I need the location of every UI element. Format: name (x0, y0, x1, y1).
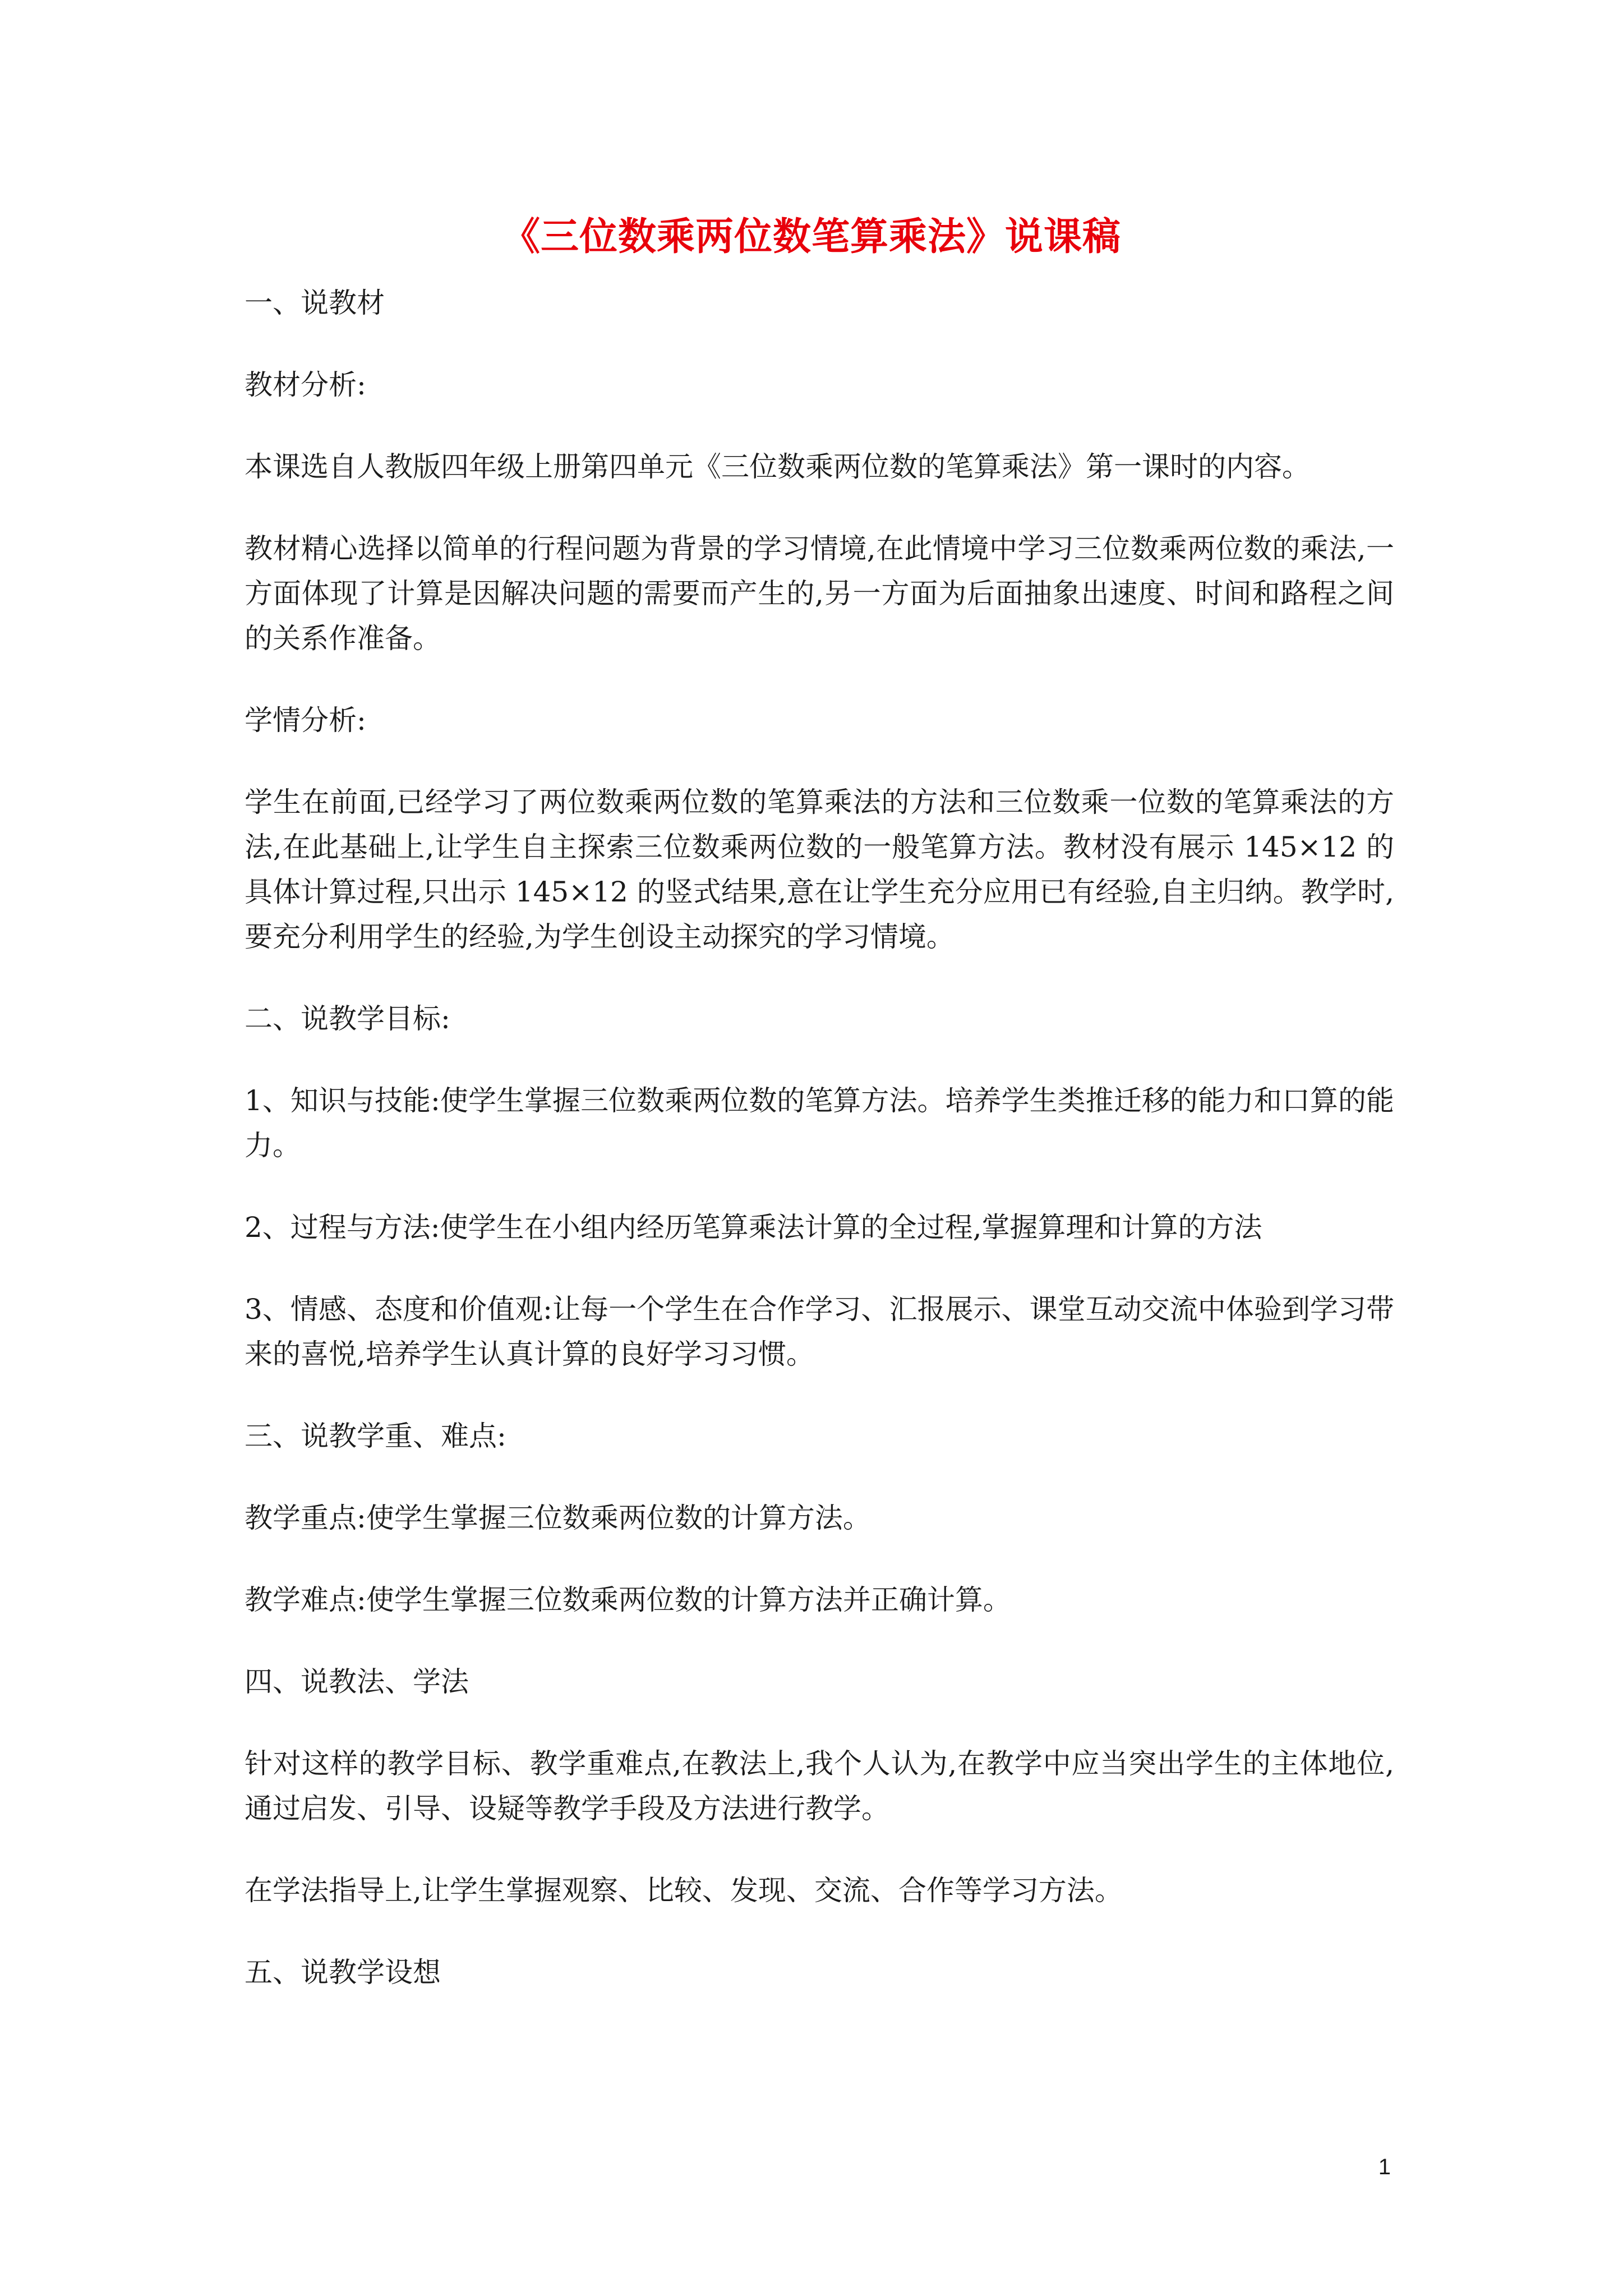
paragraph: 在学法指导上,让学生掌握观察、比较、发现、交流、合作等学习方法。 (245, 1874, 1123, 1907)
document-body (245, 280, 1394, 2032)
paragraph: 教材精心选择以简单的行程问题为背景的学习情境,在此情境中学习三位数乘两位数的乘法,一方面体现了计算是因解决问题的需要而产生的,另一方面为后面抽象出速度、时间和路程之间的关系作准备。 (245, 532, 1394, 655)
subheading-student-analysis: 学情分析: (245, 704, 366, 737)
objective-item: 2、过程与方法:使学生在小组内经历笔算乘法计算的全过程,掌握算理和计算的方法 (245, 1211, 1262, 1244)
section-heading-1: 一、说教材 (245, 287, 385, 319)
section-heading-2: 二、说教学目标: (245, 1002, 450, 1035)
section-heading-3: 三、说教学重、难点: (245, 1420, 506, 1452)
objective-item: 3、情感、态度和价值观:让每一个学生在合作学习、汇报展示、课堂互动交流中体验到学习带来的喜悦,培养学生认真计算的良好学习习惯。 (245, 1293, 1394, 1370)
paragraph: 教学重点:使学生掌握三位数乘两位数的计算方法。 (245, 1502, 871, 1534)
document-title: 《三位数乘两位数笔算乘法》说课稿 (501, 214, 1121, 259)
subheading-textbook-analysis: 教材分析: (245, 369, 366, 401)
paragraph: 学生在前面,已经学习了两位数乘两位数的笔算乘法的方法和三位数乘一位数的笔算乘法的方法,在此基础上,让学生自主探索三位数乘两位数的一般笔算方法。教材没有展示 145×12 的具体计算过程,只出示 145×12 的竖式结果,意在让学生充分应用已有经验,自主归纳。教学时,要充分利用学生的经验,为学生创设主动探究的学习情境。 (245, 786, 1394, 953)
paragraph: 针对这样的教学目标、教学重难点,在教法上,我个人认为,在教学中应当突出学生的主体地位,通过启发、引导、设疑等教学手段及方法进行教学。 (245, 1747, 1394, 1825)
paragraph: 本课选自人教版四年级上册第四单元《三位数乘两位数的笔算乘法》第一课时的内容。 (245, 450, 1310, 483)
page-number: 1 (1378, 2155, 1391, 2179)
section-heading-5: 五、说教学设想 (245, 1956, 441, 1989)
section-heading-4: 四、说教法、学法 (245, 1665, 469, 1698)
paragraph: 教学难点:使学生掌握三位数乘两位数的计算方法并正确计算。 (245, 1584, 1011, 1616)
objective-item: 1、知识与技能:使学生掌握三位数乘两位数的笔算方法。培养学生类推迁移的能力和口算的能力。 (245, 1084, 1394, 1162)
